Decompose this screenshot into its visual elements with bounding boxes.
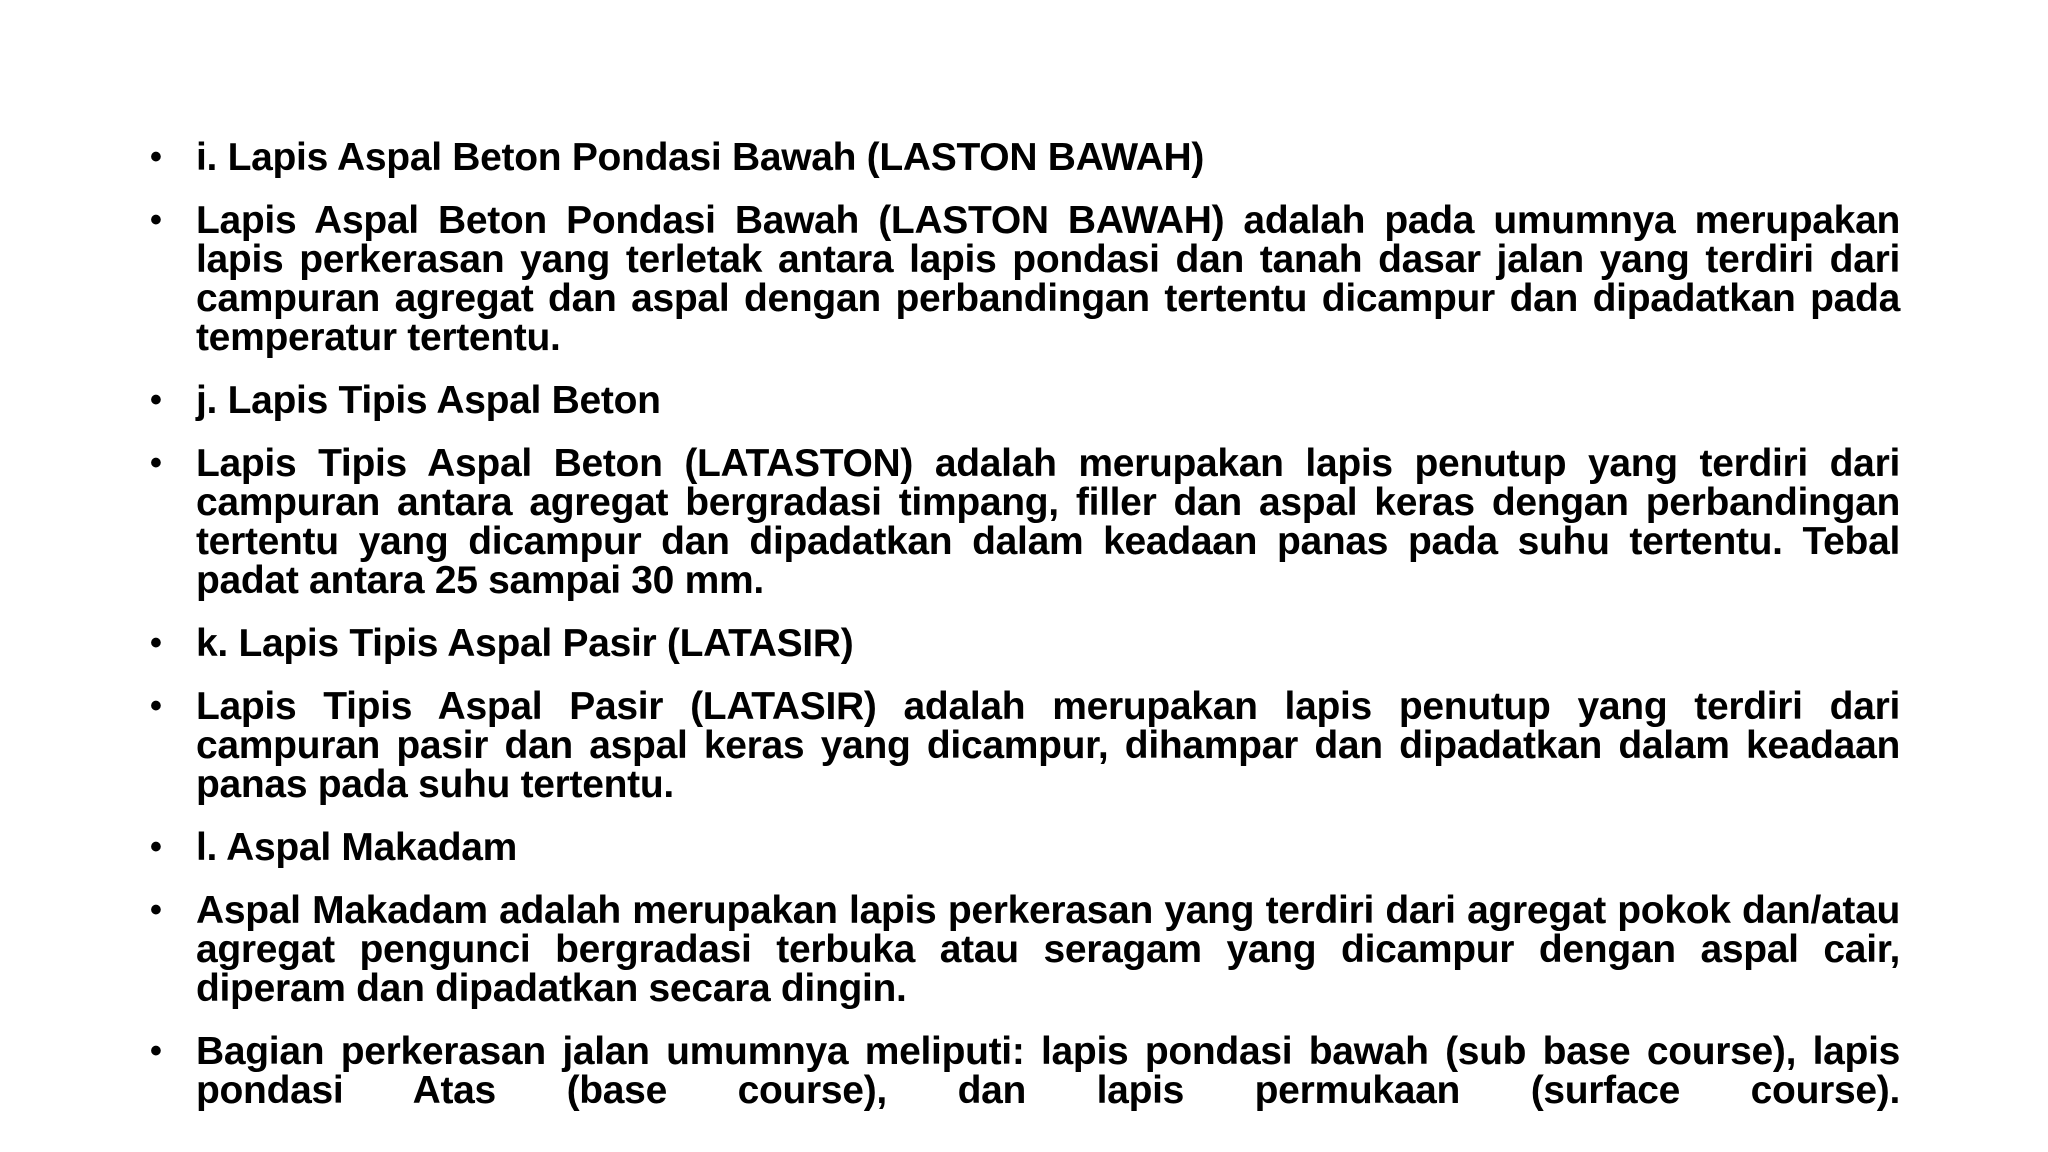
heading-latasir: k. Lapis Tipis Aspal Pasir (LATASIR)	[196, 622, 854, 665]
paragraph-bagian-perkerasan: Bagian perkerasan jalan umumnya meliputi: lapis pondasi bawah (sub base course), lapis pondasi Atas (base course), dan lapis permukaan (surface course).	[196, 1030, 1900, 1112]
bullet-dot-icon: •	[150, 444, 162, 482]
bullet-item-heading-l	[150, 828, 1900, 867]
bullet-dot-icon: •	[150, 1032, 162, 1070]
bullet-item-lataston-definition	[150, 444, 1900, 600]
paragraph-laston-bawah: Lapis Aspal Beton Pondasi Bawah (LASTON BAWAH) adalah pada umumnya merupakan lapis perkerasan yang terletak antara lapis pondasi dan tanah dasar jalan yang terdiri dari campuran agregat dan aspal dengan perbandingan tertentu dicampur dan dipadatkan pada temperatur tertentu.	[196, 199, 1900, 359]
bullet-dot-icon: •	[150, 201, 162, 239]
heading-aspal-makadam: l. Aspal Makadam	[196, 826, 518, 869]
bullet-item-heading-i	[150, 138, 1900, 177]
heading-lapis-tipis-aspal-beton: j. Lapis Tipis Aspal Beton	[196, 379, 661, 422]
bullet-item-aspal-makadam-definition	[150, 891, 1900, 1008]
bullet-item-bagian-perkerasan	[150, 1032, 1900, 1110]
bullet-list	[150, 138, 1900, 1134]
paragraph-latasir: Lapis Tipis Aspal Pasir (LATASIR) adalah merupakan lapis penutup yang terdiri dari campuran pasir dan aspal keras yang dicampur, dihampar dan dipadatkan dalam keadaan panas pada suhu tertentu.	[196, 685, 1900, 806]
paragraph-aspal-makadam: Aspal Makadam adalah merupakan lapis perkerasan yang terdiri dari agregat pokok dan/atau agregat pengunci bergradasi terbuka atau seragam yang dicampur dengan aspal cair, diperam dan dipadatkan secara dingin.	[196, 889, 1900, 1010]
bullet-dot-icon: •	[150, 828, 162, 866]
bullet-dot-icon: •	[150, 891, 162, 929]
bullet-item-latasir-definition	[150, 687, 1900, 804]
bullet-dot-icon: •	[150, 381, 162, 419]
bullet-item-heading-k	[150, 624, 1900, 663]
paragraph-lataston: Lapis Tipis Aspal Beton (LATASTON) adalah merupakan lapis penutup yang terdiri dari campuran antara agregat bergradasi timpang, filler dan aspal keras dengan perbandingan tertentu yang dicampur dan dipadatkan dalam keadaan panas pada suhu tertentu. Tebal padat antara 25 sampai 30 mm.	[196, 442, 1900, 602]
bullet-item-laston-bawah-definition	[150, 201, 1900, 357]
bullet-dot-icon: •	[150, 138, 162, 176]
heading-laston-bawah: i. Lapis Aspal Beton Pondasi Bawah (LASTON BAWAH)	[196, 136, 1205, 179]
bullet-item-heading-j	[150, 381, 1900, 420]
bullet-dot-icon: •	[150, 687, 162, 725]
bullet-dot-icon: •	[150, 624, 162, 662]
